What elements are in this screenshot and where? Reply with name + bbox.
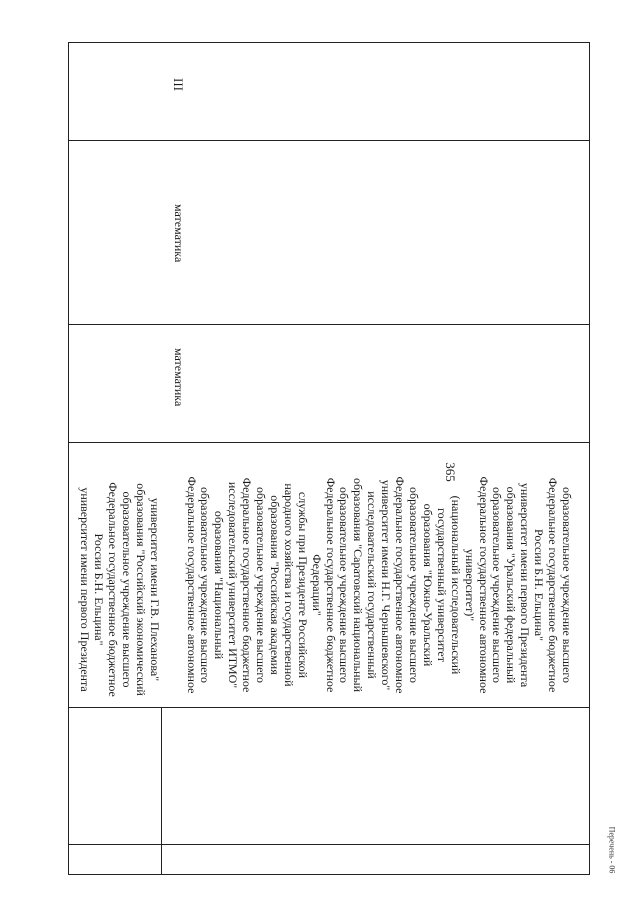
column-divider-5 <box>68 844 590 845</box>
org-line: Федеральное государственное автономное <box>476 476 491 694</box>
org-line: образования "Российский экономический <box>134 483 149 696</box>
table-border-bottom <box>68 874 590 875</box>
org-line: образовательное учреждение высшего <box>254 486 269 684</box>
org-line: университет имени Г.В. Плеханова" <box>148 497 162 682</box>
org-line: России Б.Н. Ельцина" <box>532 528 547 641</box>
org-line: образования "Саратовский национальный <box>351 477 366 693</box>
org-line: образовательное учреждение высшего <box>198 486 213 684</box>
org-line: народного хозяйства и государственной <box>281 483 296 687</box>
org-line: образовательное учреждение высшего <box>560 486 574 684</box>
org-line: образовательное учреждение высшего <box>490 486 505 684</box>
footer-label: Перечень - 06 <box>607 826 617 874</box>
org-line: образования "Национальный <box>212 510 227 660</box>
org-line: Федеральное государственное бюджетное <box>106 482 121 697</box>
profile-subject-cell: математика <box>172 348 186 407</box>
org-line: Федеральное государственное автономное <box>393 476 408 694</box>
org-line: службы при Президенте Российской <box>295 491 310 679</box>
org-line: образования "Южно-Уральский <box>420 503 435 667</box>
level-cell: III <box>171 78 186 91</box>
org-line: Федерации" <box>309 554 324 616</box>
table-border-top <box>68 42 590 43</box>
org-line: образования "Уральский федеральный <box>504 486 519 684</box>
org-line: образовательное учреждение высшего <box>407 486 422 684</box>
org-line: Федеральное государственное бюджетное <box>546 477 561 693</box>
page-number: 365 <box>443 462 458 482</box>
org-line: университет имени Н.Г. Чернышевского" <box>379 479 394 691</box>
org-line: (национальный исследовательский <box>448 495 463 675</box>
org-line: исследовательский университет ИТМО" <box>226 481 241 689</box>
column-divider-3 <box>68 442 590 443</box>
org-line: образовательное учреждение высшего <box>120 491 135 688</box>
org-line: образовательное учреждение высшего <box>337 486 352 684</box>
org-line: Федеральное государственное бюджетное <box>323 477 338 693</box>
org-line: государственный университет <box>434 508 449 662</box>
olympiad-table <box>68 42 590 875</box>
org-line: России Б.Н. Ельцина" <box>92 533 107 646</box>
org-line: исследовательский государственный <box>365 491 380 679</box>
table-border-left <box>68 42 69 875</box>
org-line: Федеральное государственное бюджетное <box>240 477 255 693</box>
org-line: университет имени первого Президента <box>78 487 93 692</box>
organizations-cell-1 <box>78 472 161 707</box>
org-line: Федеральное государственное автономное <box>184 476 199 694</box>
organizations-cell-2 <box>184 456 573 714</box>
org-line: образования "Российская академия <box>267 495 282 675</box>
column-divider-1 <box>68 140 590 141</box>
column-divider-2 <box>68 324 590 325</box>
olympiad-subject-cell: математика <box>172 204 186 263</box>
org-line: университет имени первого Президента <box>518 482 533 688</box>
org-line: университет)" <box>462 548 477 622</box>
table-divider <box>161 707 162 875</box>
table-border-right <box>589 42 590 875</box>
